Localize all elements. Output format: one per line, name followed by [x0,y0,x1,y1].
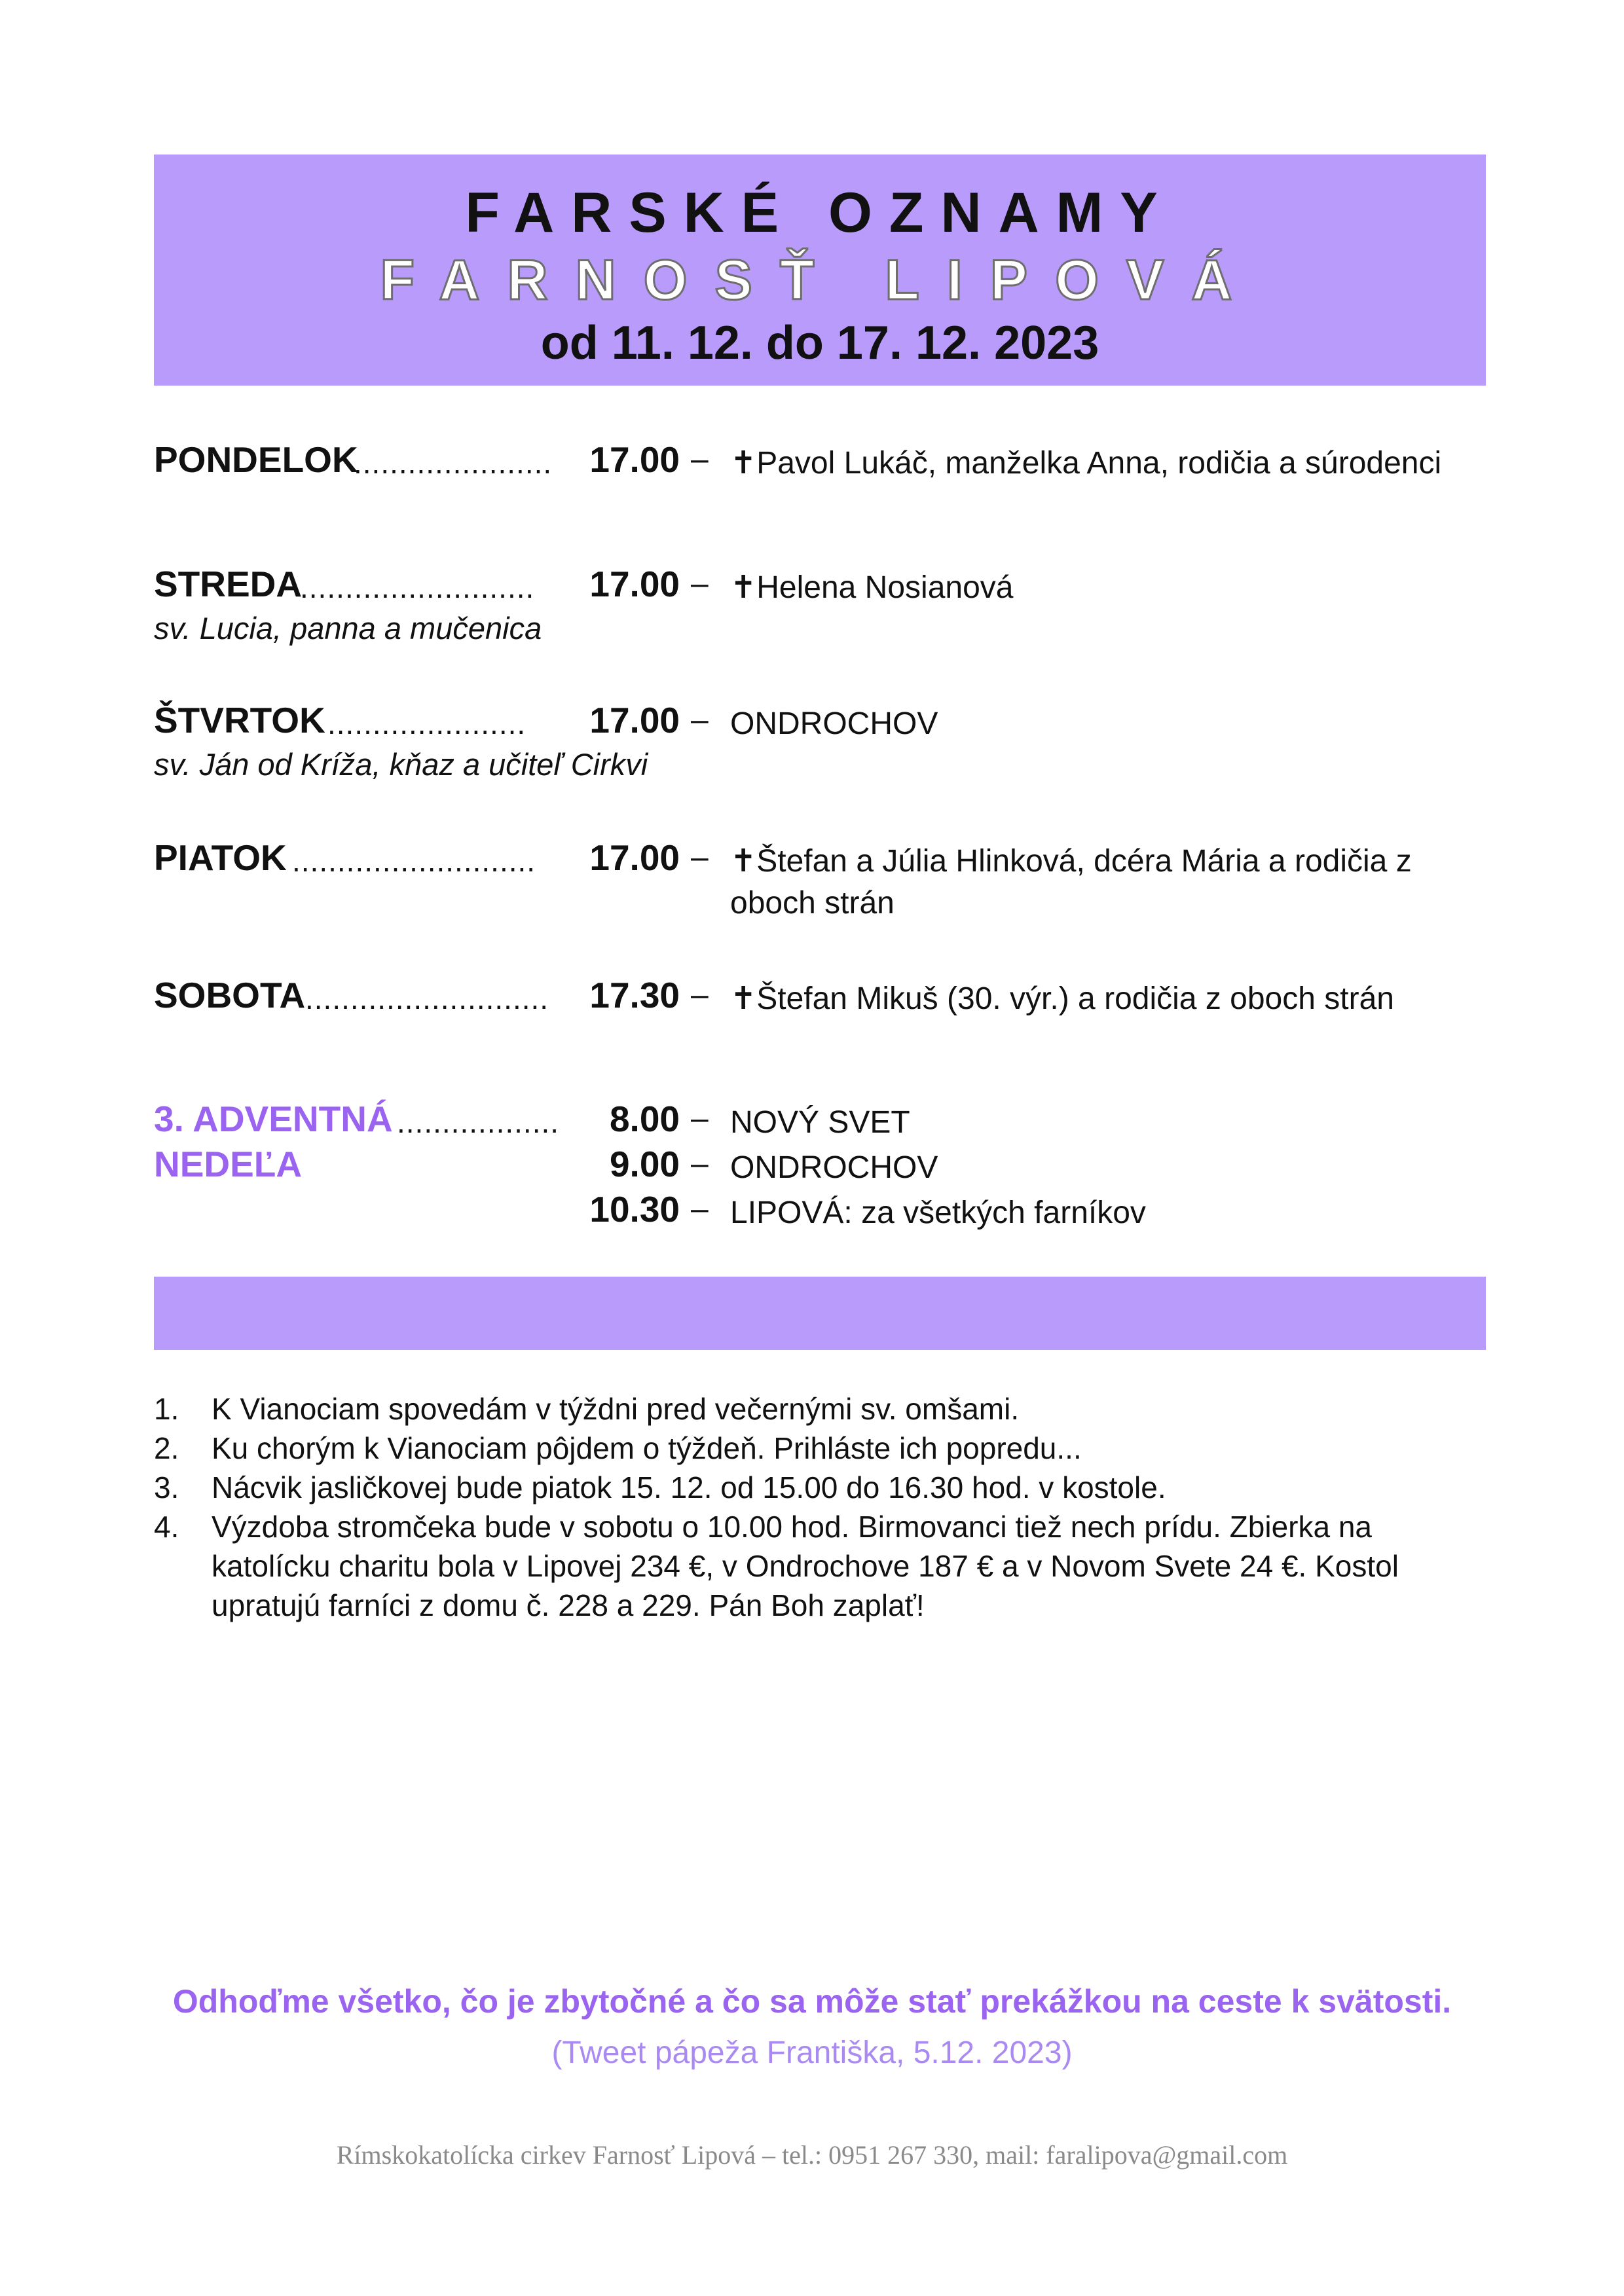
mass-time: 8.00 [609,1099,680,1139]
notice-item [154,1468,1477,1507]
dash: – [691,442,709,477]
day-label: ŠTVRTOK [154,700,325,740]
dot-leader: ........................... [305,981,549,1015]
notice-item [154,1389,1477,1429]
dash: – [691,566,709,601]
dot-leader: ...................... [354,446,553,480]
mass-time: 17.00 [589,564,680,604]
saint-feast: sv. Lucia, panna a mučenica [154,611,542,646]
notices-list [154,1389,1477,1625]
pope-quote: Odhoďme všetko, čo je zbytočné a čo sa môže stať prekážkou na ceste k svätosti. [172,1983,1452,2020]
mass-time: 10.30 [589,1189,680,1230]
mass-intention: ✝Helena Nosianová [730,570,1014,605]
header-banner [154,155,1486,386]
notice-text: Ku chorým k Vianociam pôjdem o týždeň. Prihláste ich popredu... [212,1431,1082,1465]
mass-intention: ✝Štefan a Júlia Hlinková, dcéra Mária a rodičia z oboch strán [730,844,1412,920]
schedule-row-monday [0,439,1624,491]
mass-intention: ONDROCHOV [730,706,938,741]
mass-time: 17.00 [589,837,680,878]
notice-item [154,1429,1477,1468]
schedule-row-sunday-1 [0,1098,1624,1150]
notice-number: 4. [154,1510,179,1544]
saint-feast: sv. Ján od Kríža, kňaz a učiteľ Cirkvi [154,747,648,782]
quote-source: (Tweet pápeža Františka, 5.12. 2023) [551,2035,1073,2070]
dash: – [691,977,709,1012]
day-label: PIATOK [154,837,287,878]
day-label: STREDA [154,564,303,604]
schedule-row-sunday-3 [0,1188,1624,1241]
dot-leader: ...................... [327,706,526,740]
dot-leader: ........................... [292,844,536,878]
dot-leader: .................. [397,1105,560,1139]
mass-intention: ✝Pavol Lukáč, manželka Anna, rodičia a súrodenci [730,446,1442,481]
schedule-row-thursday [0,699,1624,782]
mass-time: 17.00 [589,700,680,740]
parish-name: FARNOSŤ LIPOVÁ [380,249,1260,312]
notice-text: Nácvik jasličkovej bude piatok 15. 12. od 15.00 do 16.30 hod. v kostole. [212,1470,1166,1504]
notice-text: Výzdoba stromčeka bude v sobotu o 10.00 hod. Birmovanci tiež nech prídu. Zbierka na katolícku charitu bola v Lipovej 234 €, v Ondrochove 187 € a v Novom Svete 24 €. Kostol upratujú farníci z domu č. 228 a 229. Pán Boh zaplať! [212,1510,1399,1622]
dash: – [691,1192,709,1226]
divider-banner [154,1277,1486,1350]
dash: – [691,1146,709,1181]
day-label: PONDELOK [154,439,358,480]
schedule-row-wednesday [0,563,1624,646]
schedule-row-saturday [0,974,1624,1027]
date-range: od 11. 12. do 17. 12. 2023 [540,317,1099,369]
mass-time: 17.00 [589,439,680,480]
dash: – [691,1101,709,1136]
dash: – [691,840,709,875]
schedule-row-sunday-2 [0,1143,1624,1195]
announcements-title: FARSKÉ OZNAMY [465,181,1175,244]
notice-number: 1. [154,1392,179,1426]
notice-number: 2. [154,1431,179,1465]
notice-text: K Vianociam spovedám v týždni pred večernými sv. omšami. [212,1392,1020,1426]
mass-intention: NOVÝ SVET [730,1105,910,1140]
mass-time: 9.00 [609,1144,680,1184]
sunday-label-line2: NEDEĽA [154,1144,303,1184]
notice-number: 3. [154,1470,179,1504]
dot-leader: .......................... [300,570,535,604]
notice-item [154,1507,1477,1625]
footer-contact: Rímskokatolícka cirkev Farnosť Lipová – tel.: 0951 267 330, mail: faralipova@gmail.com [336,2140,1288,2170]
mass-intention: ONDROCHOV [730,1150,938,1185]
mass-intention: LIPOVÁ: za všetkých farníkov [730,1195,1146,1230]
day-label: SOBOTA [154,975,306,1015]
sunday-label-line1: 3. ADVENTNÁ [154,1099,393,1139]
mass-time: 17.30 [589,975,680,1015]
dash: – [691,702,709,737]
mass-intention: ✝Štefan Mikuš (30. výr.) a rodičia z oboch strán [730,981,1394,1016]
schedule-row-friday [0,837,1624,928]
